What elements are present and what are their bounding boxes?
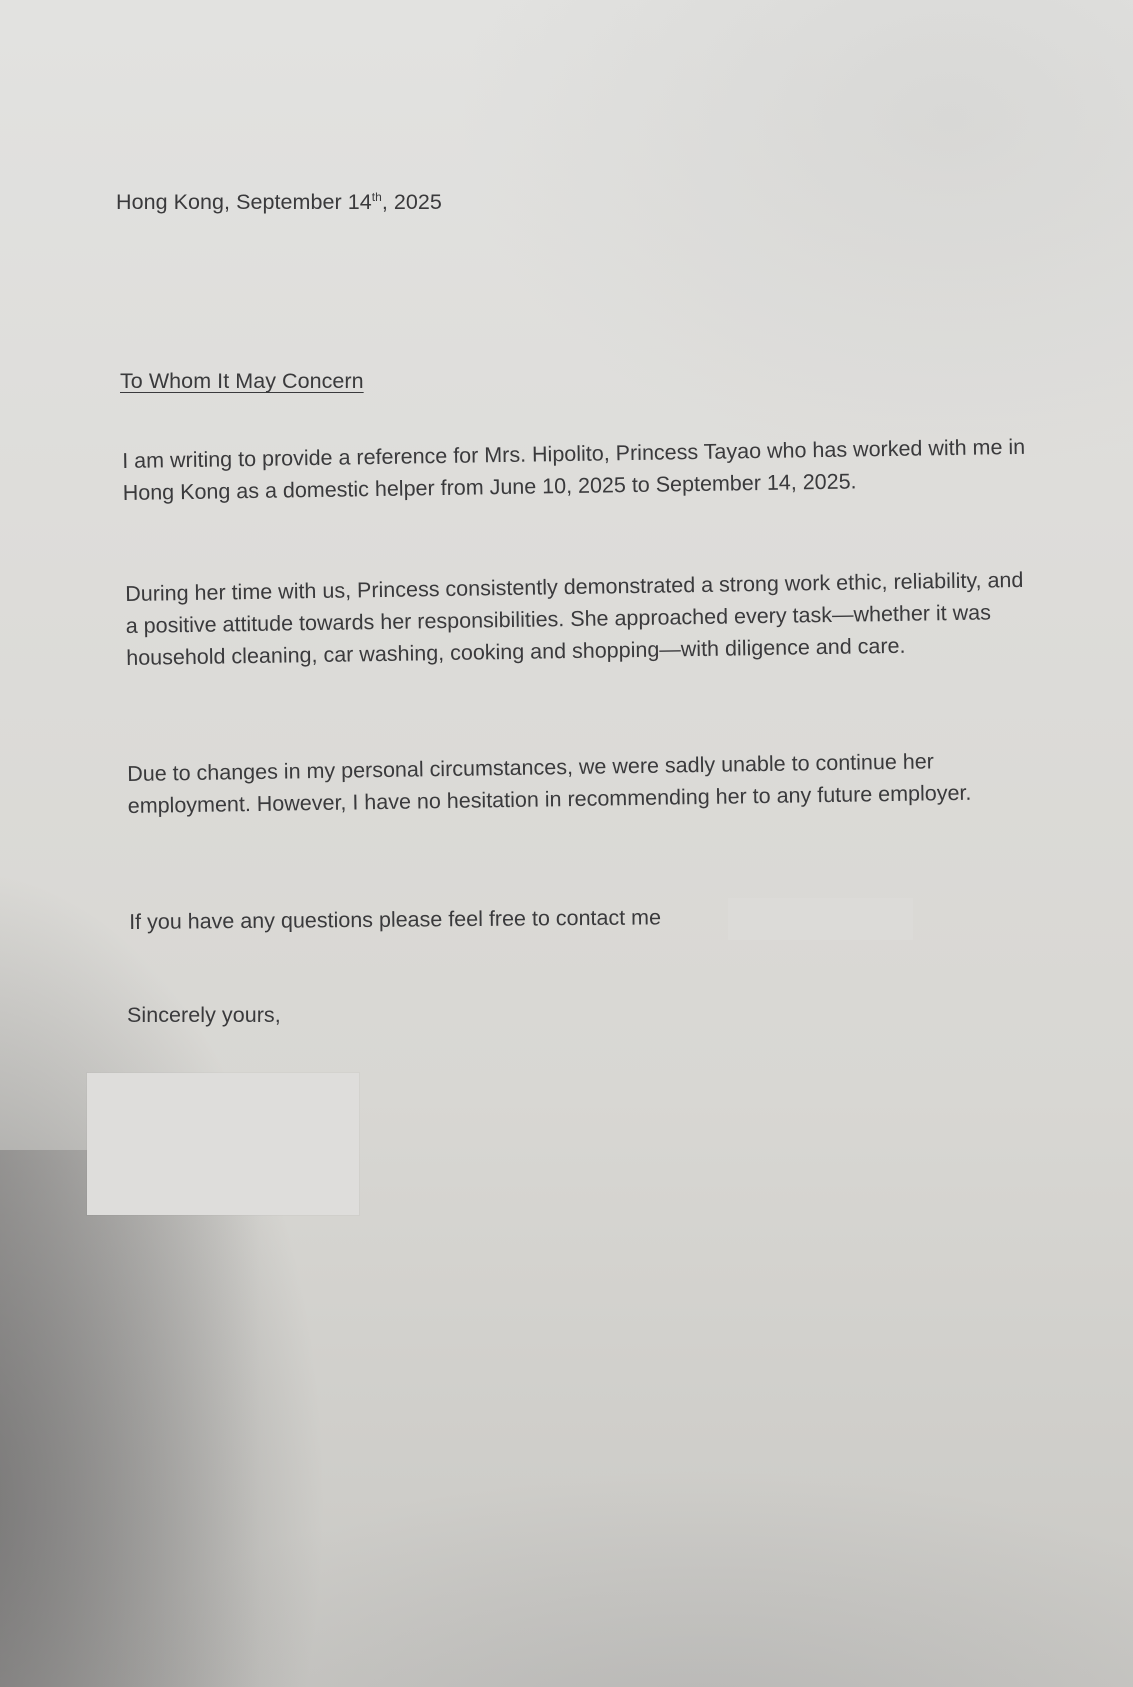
date-year: , 2025	[381, 190, 442, 214]
date-text: Hong Kong, September 14	[116, 190, 372, 214]
letter-date	[116, 187, 442, 218]
date-ordinal-suffix: th	[371, 189, 382, 204]
salutation: To Whom It May Concern	[120, 369, 364, 393]
paragraph-reference-intro: I am writing to provide a reference for Mrs. Hipolito, Princess Tayao who has worked with me in Hong Kong as a domestic helper from June 10, 2025 to September 14, 2025.	[122, 434, 1026, 505]
redacted-signature	[87, 1073, 359, 1215]
redacted-contact-info	[728, 898, 913, 940]
paragraph-contact: If you have any questions please feel free to contact me	[129, 905, 662, 934]
closing: Sincerely yours,	[127, 1003, 281, 1027]
page-shadow	[0, 1150, 260, 1687]
paragraph-recommendation: Due to changes in my personal circumstances, we were sadly unable to continue her employment. However, I have no hesitation in recommending her to any future employer.	[127, 749, 972, 818]
paragraph-work-ethic: During her time with us, Princess consistently demonstrated a strong work ethic, reliability, and a positive attitude towards her responsibilities. She approached every task—whether it was household cleaning, car washing, cooking and shopping—with diligence and care.	[125, 567, 1024, 670]
